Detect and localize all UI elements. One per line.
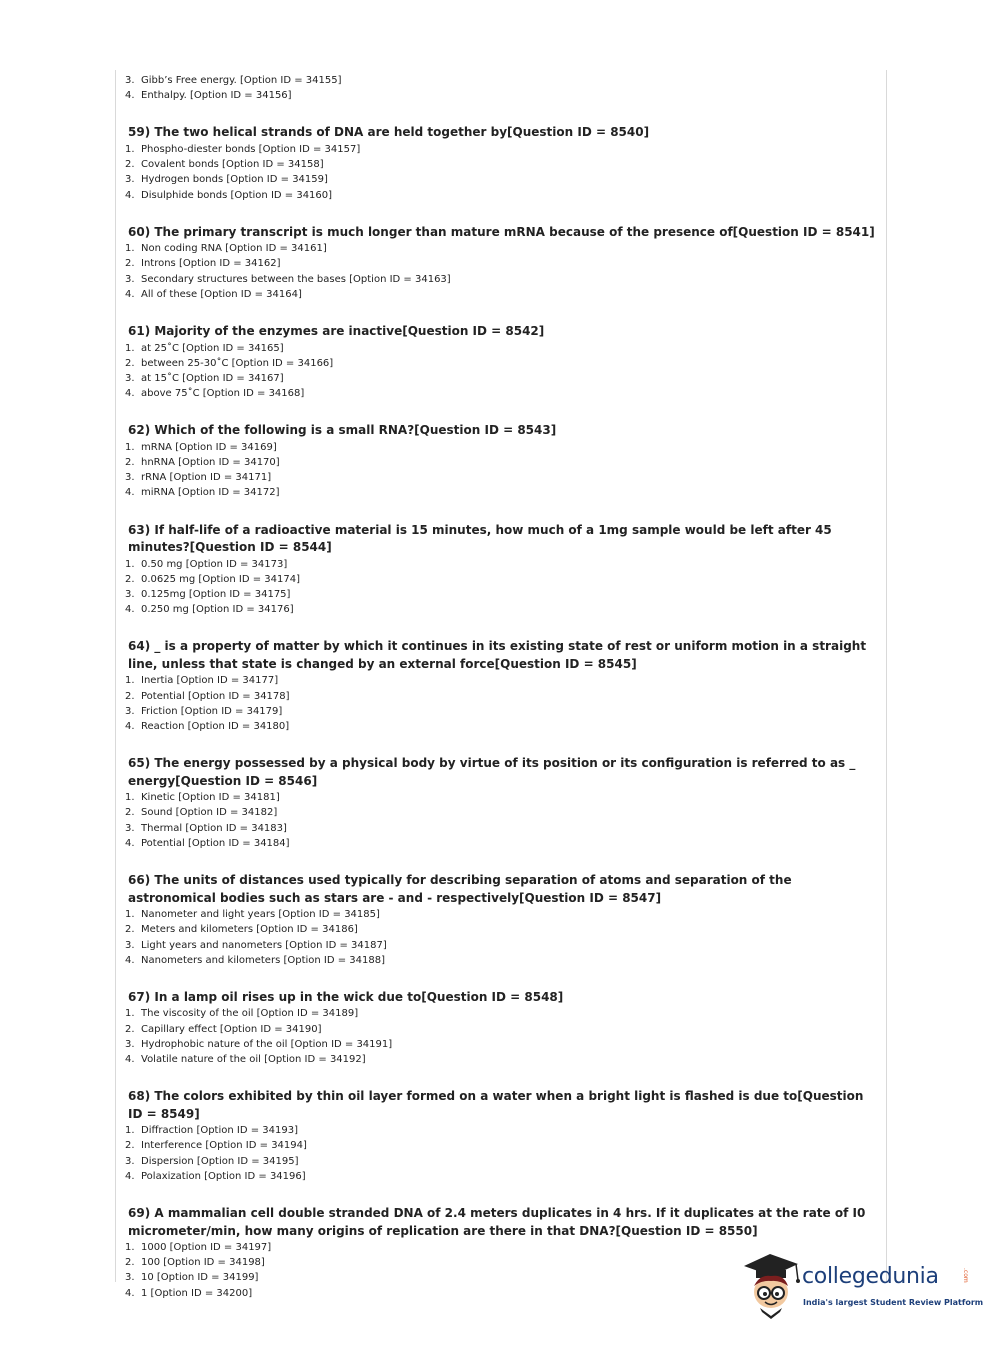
option-text: 1000 [Option ID = 34197] <box>141 1242 272 1254</box>
option-text: Introns [Option ID = 34162] <box>141 258 281 270</box>
answer-option <box>125 256 875 271</box>
question-block <box>125 989 875 1067</box>
question-title: 62) Which of the following is a small RNA?[Question ID = 8543] <box>128 423 557 438</box>
answer-option <box>125 557 875 572</box>
answer-option <box>125 272 875 287</box>
option-text: 0.0625 mg [Option ID = 34174] <box>141 573 300 585</box>
option-text: Phospho-diester bonds [Option ID = 34157] <box>141 143 361 155</box>
option-text: Non coding RNA [Option ID = 34161] <box>141 243 327 255</box>
option-text: Hydrogen bonds [Option ID = 34159] <box>141 174 328 186</box>
option-text: miRNA [Option ID = 34172] <box>141 487 280 499</box>
question-title: 59) The two helical strands of DNA are held together by[Question ID = 8540] <box>128 125 650 140</box>
option-number: 4. <box>125 1287 135 1299</box>
option-number: 1. <box>125 143 135 155</box>
option-text: Disulphide bonds [Option ID = 34160] <box>141 189 333 201</box>
option-number: 4. <box>125 487 135 499</box>
answer-option <box>125 88 875 103</box>
option-number: 3. <box>125 1155 135 1167</box>
option-text: Capillary effect [Option ID = 34190] <box>141 1023 322 1035</box>
answer-option <box>125 287 875 302</box>
option-number: 3. <box>125 939 135 951</box>
question-title: 65) The energy possessed by a physical body by virtue of its position or its configuration is referred to as _ energy[Question ID = 8546] <box>128 756 856 788</box>
answer-option <box>125 371 875 386</box>
answer-option <box>125 455 875 470</box>
option-text: Thermal [Option ID = 34183] <box>141 822 287 834</box>
option-number: 2. <box>125 807 135 819</box>
answer-option <box>125 1154 875 1169</box>
answer-option <box>125 953 875 968</box>
option-number: 1. <box>125 243 135 255</box>
option-text: Gibb’s Free energy. [Option ID = 34155] <box>141 75 342 86</box>
question-block <box>125 638 875 734</box>
option-text: The viscosity of the oil [Option ID = 34189] <box>141 1008 359 1020</box>
answer-option <box>125 1022 875 1037</box>
answer-option <box>125 938 875 953</box>
answer-option <box>125 805 875 820</box>
option-text: at 25˚C [Option ID = 34165] <box>141 342 284 354</box>
option-text: Hydrophobic nature of the oil [Option ID = 34191] <box>141 1038 393 1050</box>
collegedunia-logo <box>740 1250 984 1320</box>
option-number: 3. <box>125 1038 135 1050</box>
option-text: Inertia [Option ID = 34177] <box>141 675 279 687</box>
answer-option <box>125 440 875 455</box>
question-block <box>125 422 875 500</box>
answer-option <box>125 704 875 719</box>
answer-option <box>125 241 875 256</box>
question-block <box>125 224 875 302</box>
option-number: 1. <box>125 909 135 921</box>
option-text: Dispersion [Option ID = 34195] <box>141 1155 299 1167</box>
question-title: 60) The primary transcript is much longer than mature mRNA because of the presence of[Question ID = 8541] <box>128 224 875 239</box>
answer-option <box>125 73 875 88</box>
option-text: Sound [Option ID = 34182] <box>141 807 278 819</box>
answer-option <box>125 470 875 485</box>
option-text: Diffraction [Option ID = 34193] <box>141 1125 298 1137</box>
answer-option <box>125 836 875 851</box>
question-block <box>125 755 875 851</box>
option-text: Enthalpy. [Option ID = 34156] <box>141 90 292 102</box>
question-list <box>125 124 875 1300</box>
option-text: Covalent bonds [Option ID = 34158] <box>141 159 324 171</box>
option-number: 3. <box>125 589 135 601</box>
answer-option <box>125 1123 875 1138</box>
question-title: 66) The units of distances used typically for describing separation of atoms and separation of the astronomical bodies such as stars are - and - respectively[Question ID = 8547] <box>128 873 792 905</box>
question-block <box>125 872 875 968</box>
answer-option <box>125 356 875 371</box>
option-text: rRNA [Option ID = 34171] <box>141 472 272 484</box>
option-number: 1. <box>125 792 135 804</box>
option-text: Nanometer and light years [Option ID = 34185] <box>141 909 380 921</box>
option-number: 4. <box>125 90 135 102</box>
answer-option <box>125 157 875 172</box>
answer-option <box>125 587 875 602</box>
question-block <box>125 124 875 202</box>
option-number: 1. <box>125 675 135 687</box>
option-number: 4. <box>125 954 135 966</box>
option-number: 1. <box>125 342 135 354</box>
option-number: 2. <box>125 457 135 469</box>
answer-option <box>125 790 875 805</box>
answer-option <box>125 907 875 922</box>
answer-option <box>125 821 875 836</box>
option-text: All of these [Option ID = 34164] <box>141 288 302 300</box>
answer-option <box>125 719 875 734</box>
option-text: Secondary structures between the bases [Option ID = 34163] <box>141 273 451 285</box>
answer-option <box>125 1006 875 1021</box>
question-title: 64) _ is a property of matter by which it continues in its existing state of rest or uniform motion in a straight line, unless that state is changed by an external force[Question ID = 8545] <box>128 639 867 671</box>
question-title: 68) The colors exhibited by thin oil layer formed on a water when a bright light is flashed is due to[Question ID = 8549] <box>128 1089 864 1121</box>
answer-option <box>125 386 875 401</box>
option-number: 4. <box>125 837 135 849</box>
option-number: 3. <box>125 1272 135 1284</box>
option-number: 2. <box>125 1023 135 1035</box>
option-text: 10 [Option ID = 34199] <box>141 1272 259 1284</box>
logo-wordmark: collegedunia <box>802 1264 939 1289</box>
option-number: 1. <box>125 441 135 453</box>
option-number: 1. <box>125 1242 135 1254</box>
option-text: Reaction [Option ID = 34180] <box>141 721 290 733</box>
answer-option <box>125 673 875 688</box>
option-text: 1 [Option ID = 34200] <box>141 1287 253 1299</box>
option-number: 4. <box>125 1170 135 1182</box>
question-block <box>125 323 875 401</box>
option-text: Potential [Option ID = 34178] <box>141 690 290 702</box>
option-text: Polaxization [Option ID = 34196] <box>141 1170 306 1182</box>
question-block <box>125 1088 875 1184</box>
option-number: 3. <box>125 174 135 186</box>
option-text: Light years and nanometers [Option ID = 34187] <box>141 939 387 951</box>
answer-option <box>125 1037 875 1052</box>
option-text: 0.50 mg [Option ID = 34173] <box>141 558 288 570</box>
option-text: mRNA [Option ID = 34169] <box>141 441 277 453</box>
option-text: Friction [Option ID = 34179] <box>141 705 283 717</box>
option-text: above 75˚C [Option ID = 34168] <box>141 388 305 400</box>
question-title: 67) In a lamp oil rises up in the wick due to[Question ID = 8548] <box>128 989 564 1004</box>
option-number: 2. <box>125 357 135 369</box>
answer-option <box>125 602 875 617</box>
option-number: 4. <box>125 189 135 201</box>
logo-domain-suffix: .com <box>962 1268 969 1283</box>
option-number: 3. <box>125 372 135 384</box>
answer-option <box>125 922 875 937</box>
option-number: 2. <box>125 258 135 270</box>
option-number: 3. <box>125 75 135 86</box>
answer-option <box>125 1138 875 1153</box>
option-number: 4. <box>125 288 135 300</box>
option-number: 2. <box>125 690 135 702</box>
question-title: 69) A mammalian cell double stranded DNA of 2.4 meters duplicates in 4 hrs. If it duplicates at the rate of I0 micrometer/min, how many origins of replication are there in that DNA?[Question ID = 8550] <box>128 1206 866 1238</box>
answer-option <box>125 188 875 203</box>
answer-option <box>125 1052 875 1067</box>
option-number: 2. <box>125 573 135 585</box>
answer-option <box>125 572 875 587</box>
answer-option <box>125 689 875 704</box>
option-text: hnRNA [Option ID = 34170] <box>141 457 280 469</box>
option-number: 4. <box>125 1054 135 1066</box>
option-text: 100 [Option ID = 34198] <box>141 1257 265 1269</box>
option-number: 1. <box>125 1008 135 1020</box>
answer-option <box>125 172 875 187</box>
previous-question-options <box>125 73 875 103</box>
option-number: 4. <box>125 604 135 616</box>
answer-option <box>125 142 875 157</box>
option-number: 3. <box>125 822 135 834</box>
option-text: Kinetic [Option ID = 34181] <box>141 792 280 804</box>
question-title: 61) Majority of the enzymes are inactive[Question ID = 8542] <box>128 324 545 339</box>
option-text: 0.125mg [Option ID = 34175] <box>141 589 291 601</box>
option-text: Potential [Option ID = 34184] <box>141 837 290 849</box>
question-paper <box>125 73 875 1322</box>
option-number: 4. <box>125 388 135 400</box>
answer-option <box>125 341 875 356</box>
option-number: 1. <box>125 1125 135 1137</box>
logo-tagline: India's largest Student Review Platform <box>803 1298 984 1307</box>
option-text: at 15˚C [Option ID = 34167] <box>141 372 284 384</box>
option-text: 0.250 mg [Option ID = 34176] <box>141 604 294 616</box>
option-number: 2. <box>125 1257 135 1269</box>
option-number: 2. <box>125 159 135 171</box>
option-text: Volatile nature of the oil [Option ID = 34192] <box>141 1054 366 1066</box>
question-block <box>125 522 875 618</box>
option-text: Nanometers and kilometers [Option ID = 34188] <box>141 954 386 966</box>
option-number: 3. <box>125 705 135 717</box>
option-text: between 25-30˚C [Option ID = 34166] <box>141 357 334 369</box>
question-title: 63) If half-life of a radioactive material is 15 minutes, how much of a 1mg sample would be left after 45 minutes?[Question ID = 8544] <box>128 522 832 555</box>
option-text: Interference [Option ID = 34194] <box>141 1140 307 1152</box>
answer-option <box>125 485 875 500</box>
answer-option <box>125 1169 875 1184</box>
option-number: 2. <box>125 1140 135 1152</box>
option-number: 1. <box>125 558 135 570</box>
mascot-icon <box>740 1250 802 1320</box>
option-number: 3. <box>125 273 135 285</box>
option-text: Meters and kilometers [Option ID = 34186] <box>141 924 358 936</box>
option-number: 2. <box>125 924 135 936</box>
option-number: 4. <box>125 721 135 733</box>
option-number: 3. <box>125 472 135 484</box>
